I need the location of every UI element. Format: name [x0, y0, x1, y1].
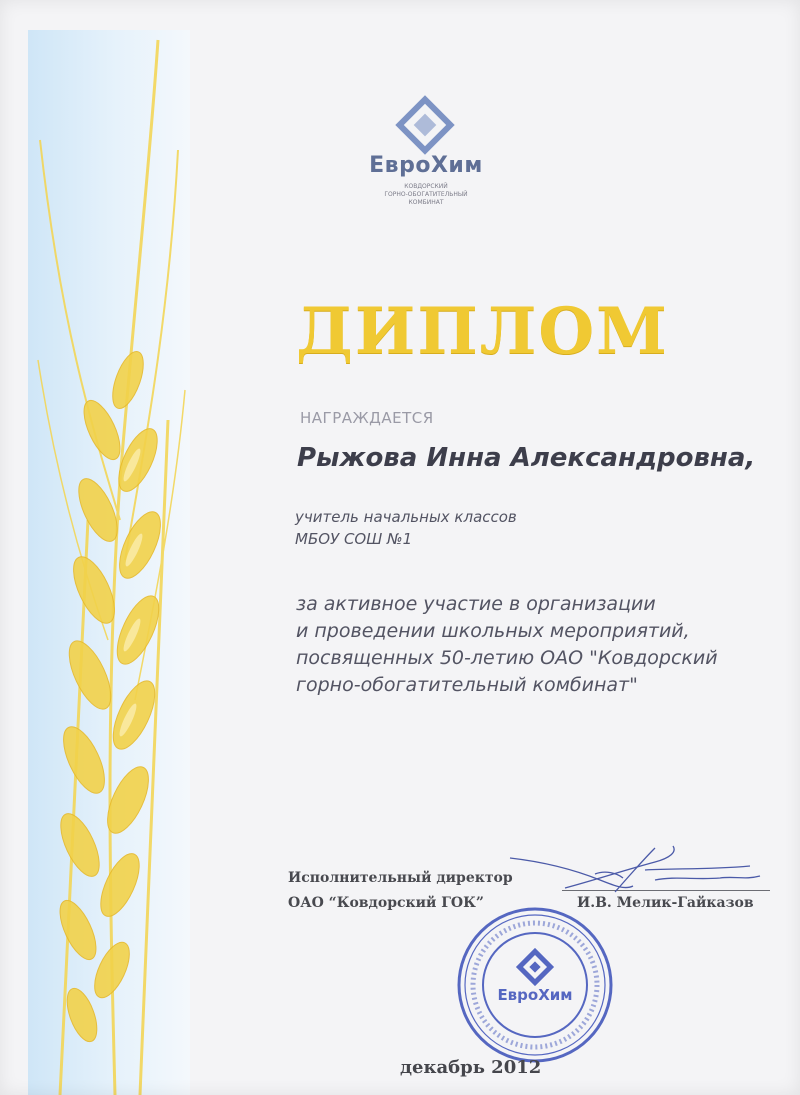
diploma-title: ДИПЛОМ	[296, 294, 669, 369]
logo-brand-text: ЕвроХим	[369, 153, 483, 178]
stamp-brand-text: ЕвроХим	[497, 986, 573, 1004]
reason-line: и проведении школьных мероприятий,	[296, 620, 690, 642]
eurochem-logo-icon	[395, 95, 455, 155]
issue-date: декабрь 2012	[400, 1057, 542, 1078]
reason-line: за активное участие в организации	[296, 593, 656, 615]
logo-subtitle: КОВДОРСКИЙ ГОРНО-ОБОГАТИТЕЛЬНЫЙ КОМБИНАТ	[384, 183, 468, 206]
award-reason	[296, 591, 756, 699]
company-seal-stamp	[455, 905, 615, 1065]
position-line-1: учитель начальных классов	[295, 508, 517, 526]
reason-line: горно-обогатительный комбинат"	[296, 674, 638, 696]
awarded-label: НАГРАЖДАЕТСЯ	[300, 409, 434, 427]
signer-title-line-1: Исполнительный директор	[288, 870, 513, 886]
signer-title-line-2: ОАО “Ковдорский ГОК”	[288, 895, 484, 911]
position-line-2: МБОУ СОШ №1	[295, 530, 413, 548]
recipient-name: Рыжова Инна Александровна,	[297, 443, 756, 473]
signer-name: И.В. Мелик-Гайказов	[577, 895, 754, 911]
handwritten-signature	[505, 840, 765, 900]
reason-line: посвященных 50-летию ОАО "Ковдорский	[296, 647, 718, 669]
